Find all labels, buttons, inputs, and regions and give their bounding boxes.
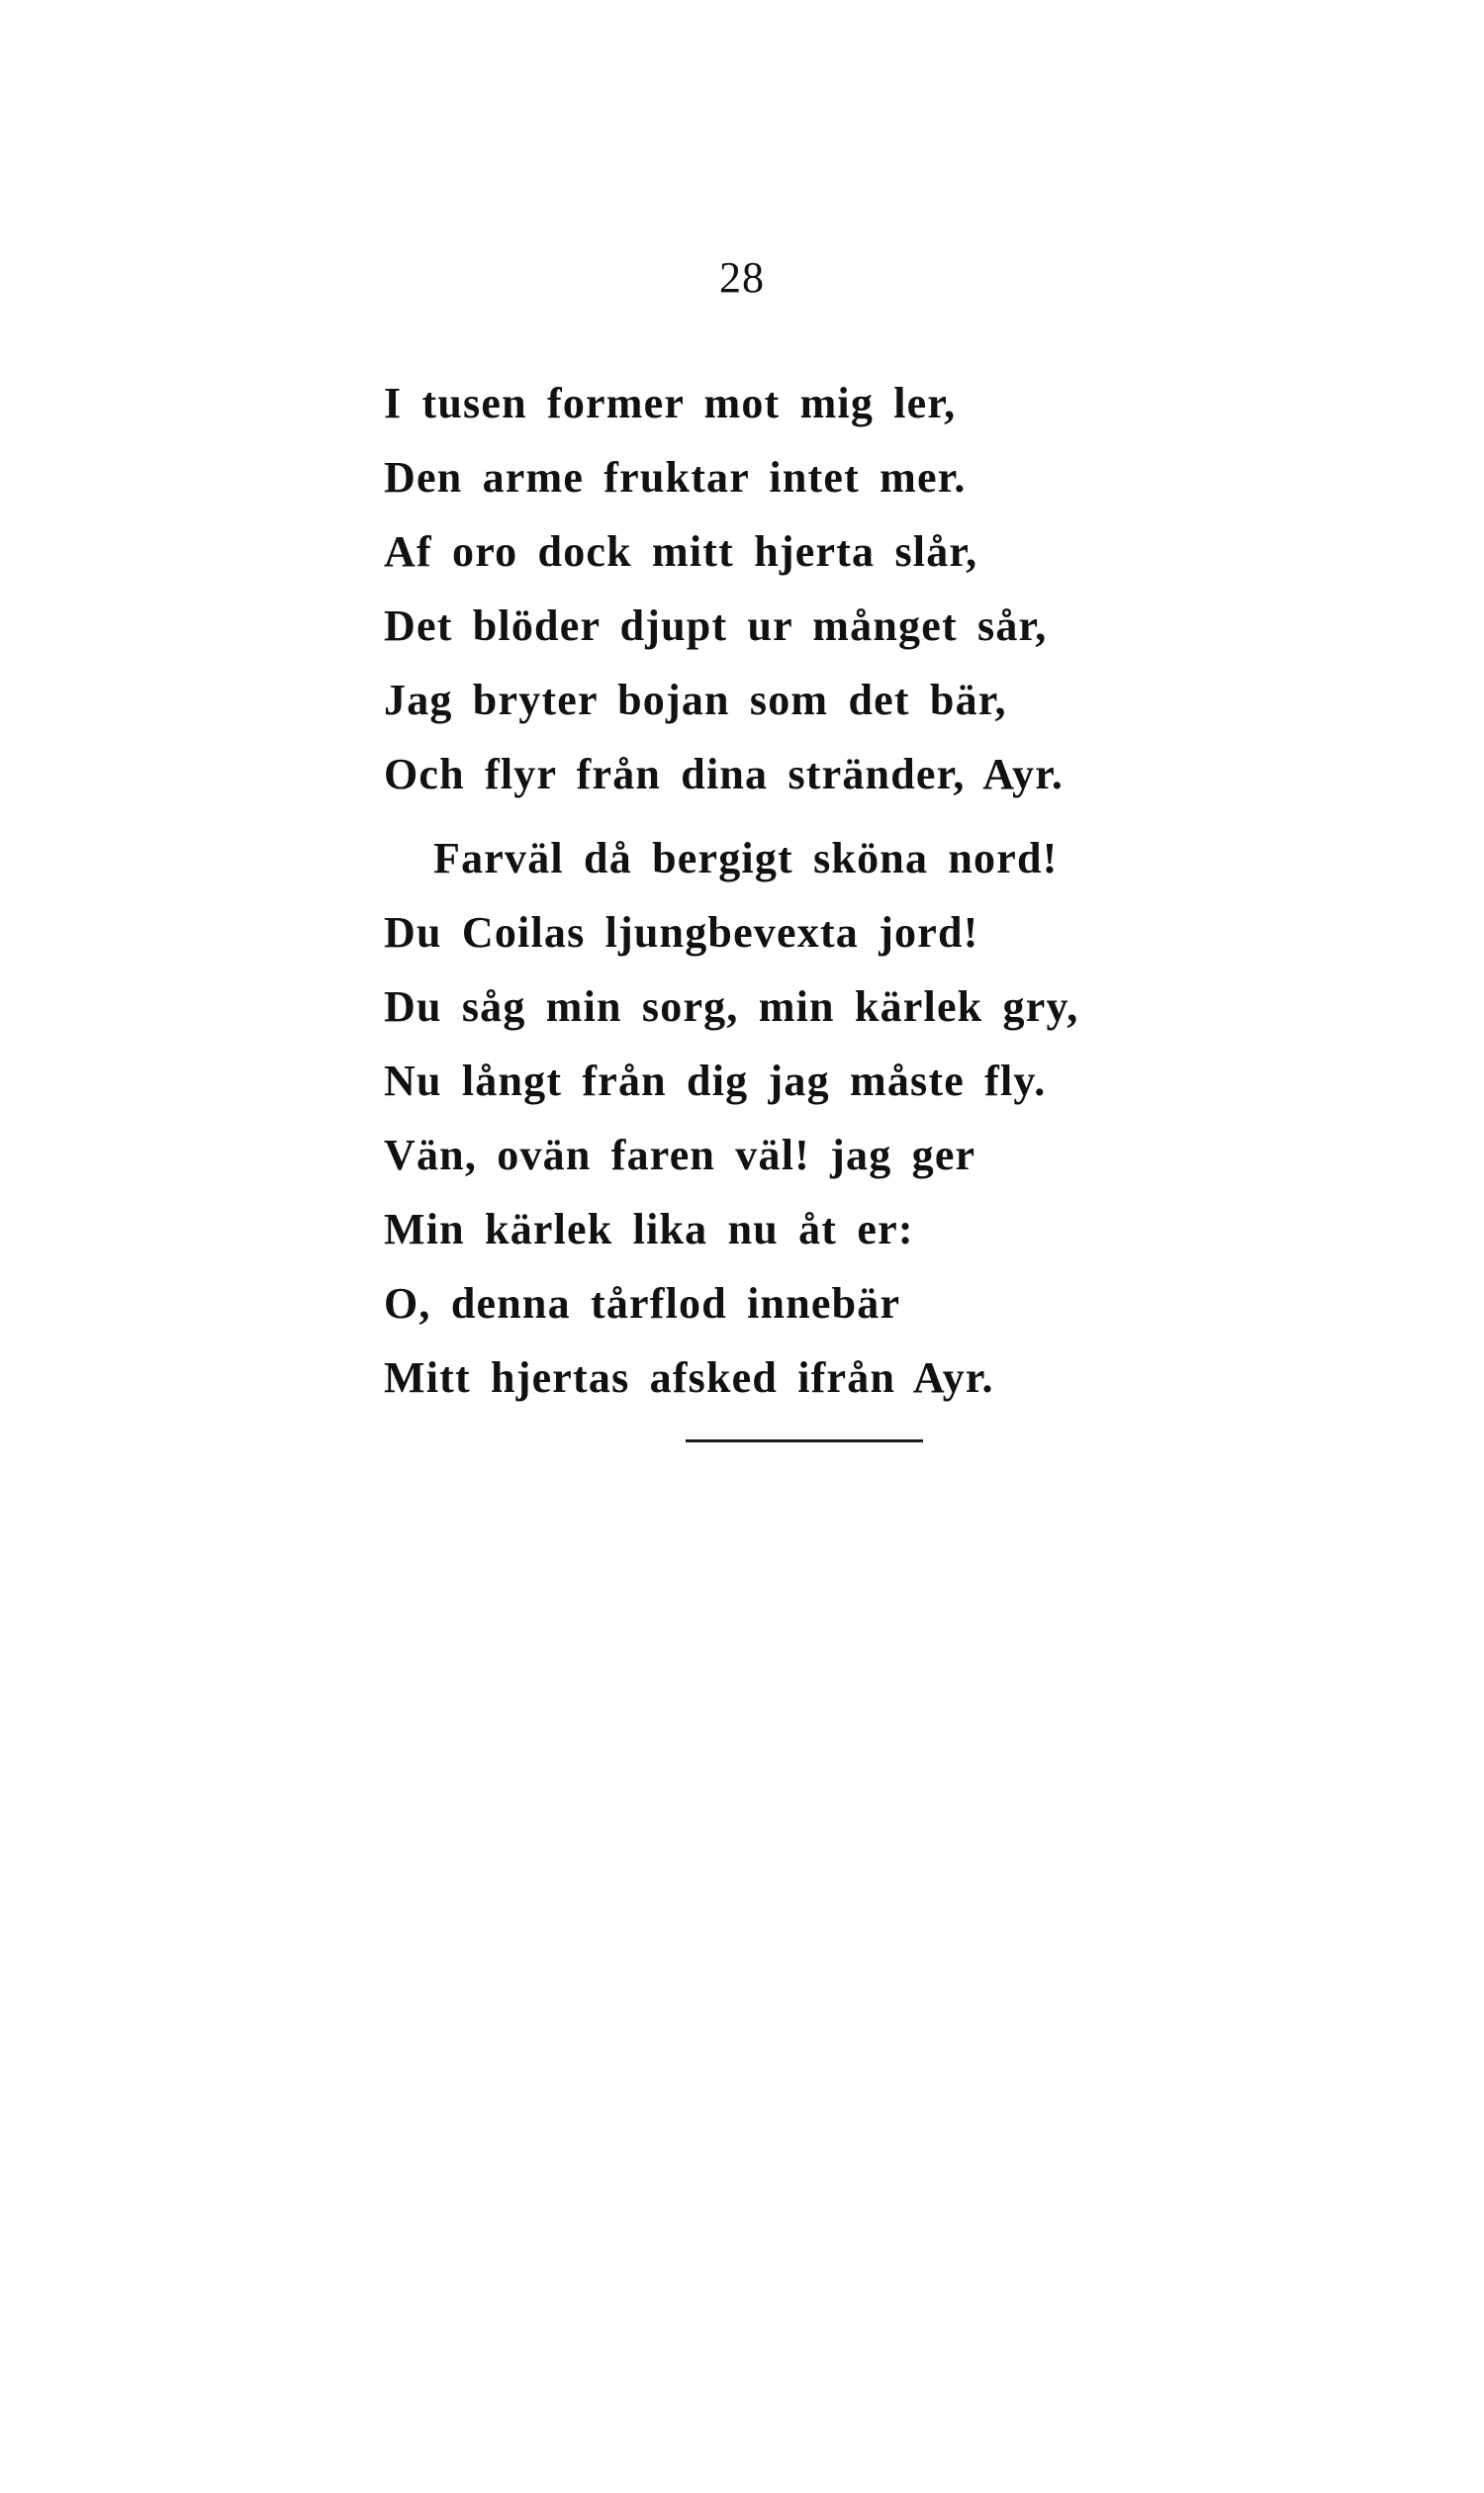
verse-line: I tusen former mot mig ler, bbox=[384, 379, 957, 427]
verse-line: Du Coilas ljungbevexta jord! bbox=[384, 908, 979, 957]
verse-line: Vän, ovän faren väl! jag ger bbox=[384, 1131, 976, 1179]
verse-line: Du såg min sorg, min kärlek gry, bbox=[384, 982, 1079, 1031]
page-number: 28 bbox=[719, 253, 765, 302]
end-rule bbox=[686, 1439, 923, 1442]
verse-line: Den arme fruktar intet mer. bbox=[384, 453, 967, 502]
stanza-2 bbox=[384, 821, 1078, 1415]
verse-line: Af oro dock mitt hjerta slår, bbox=[384, 527, 978, 576]
verse-line: Min kärlek lika nu åt er: bbox=[384, 1205, 914, 1253]
verse-line: Farväl då bergigt sköna nord! bbox=[433, 834, 1059, 882]
verse-line: Mitt hjertas afsked ifrån Ayr. bbox=[384, 1353, 994, 1402]
verse-line: O, denna tårflod innebär bbox=[384, 1279, 901, 1328]
verse-line: Nu långt från dig jag måste fly. bbox=[384, 1057, 1047, 1105]
verse-line: Jag bryter bojan som det bär, bbox=[384, 676, 1007, 724]
verse-line: Det blöder djupt ur månget sår, bbox=[384, 601, 1048, 650]
verse-line: Och flyr från dina stränder, Ayr. bbox=[384, 750, 1065, 798]
stanza-1 bbox=[384, 366, 1064, 811]
